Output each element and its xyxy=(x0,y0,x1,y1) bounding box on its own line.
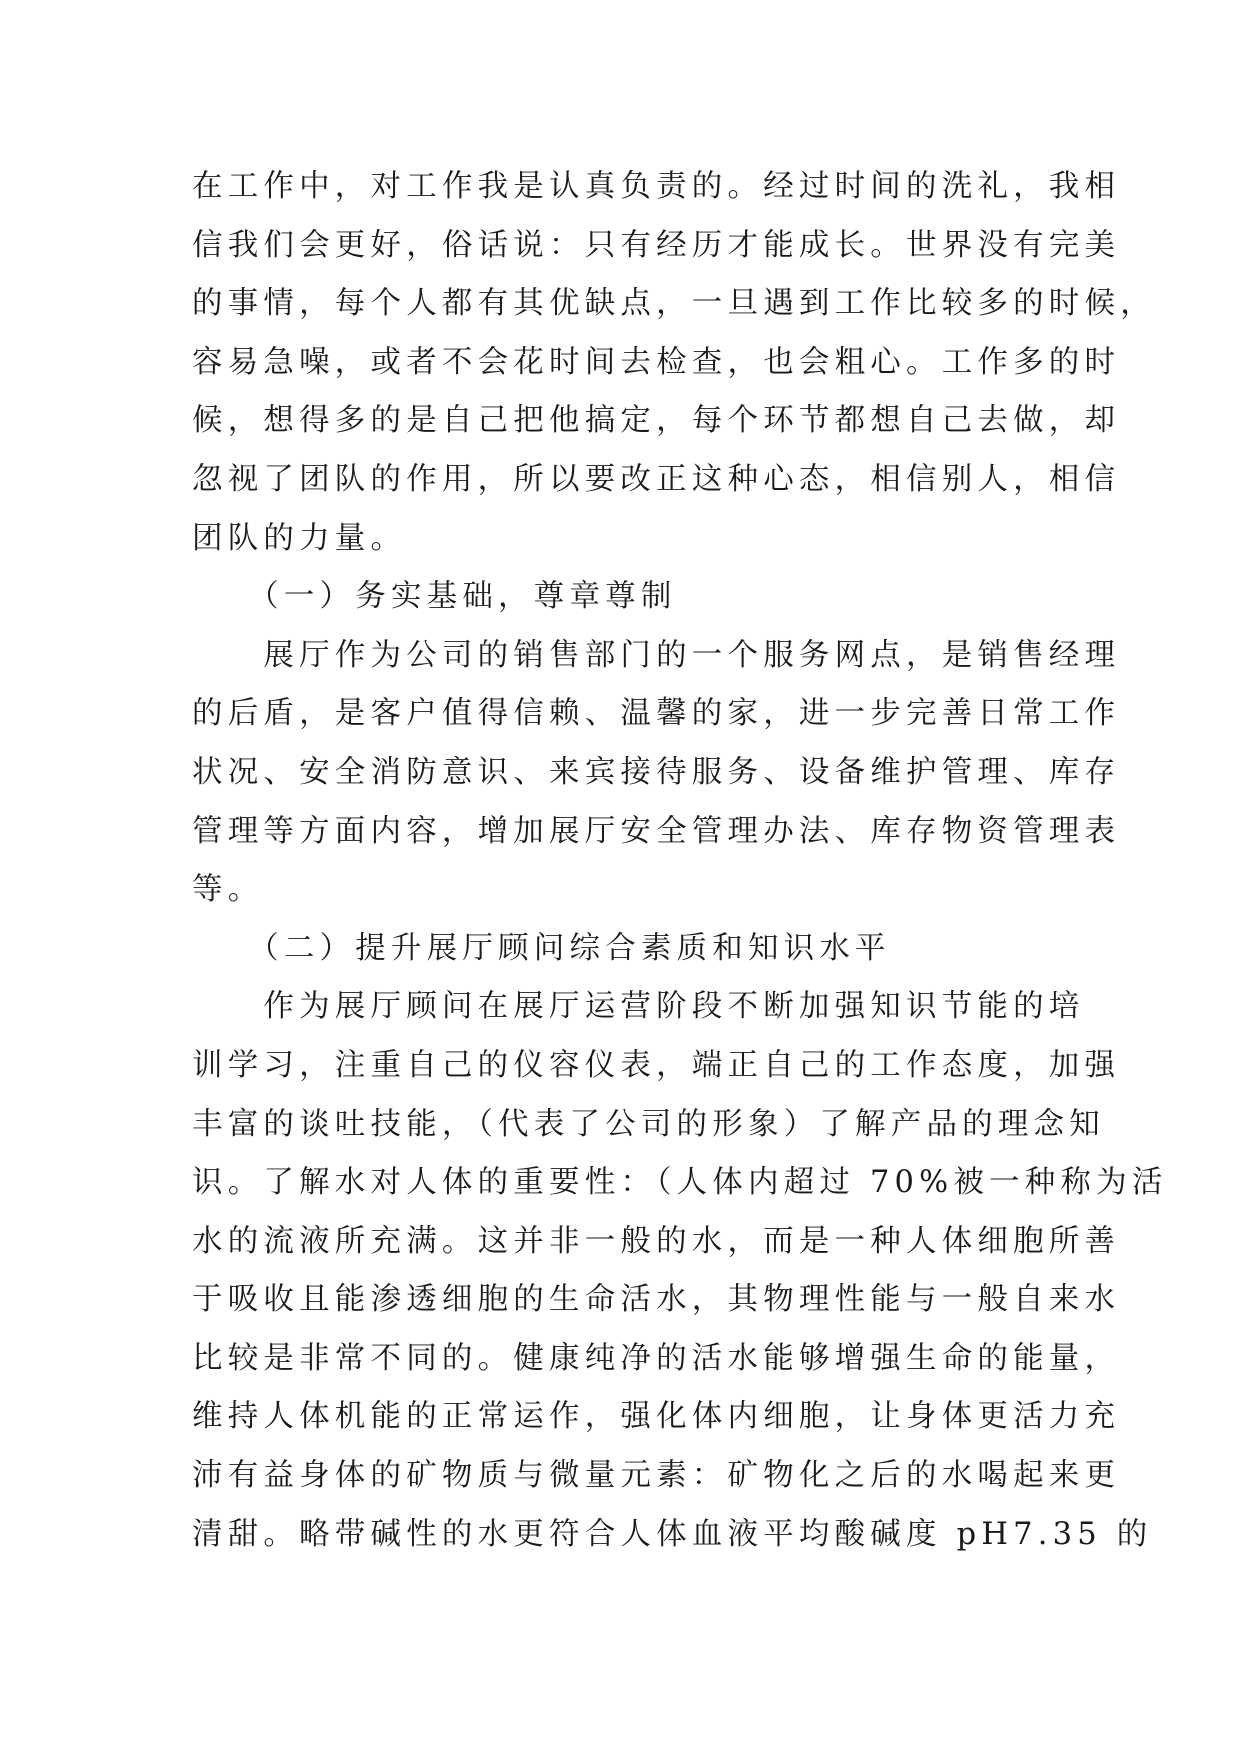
paragraph-line: 识。了解水对人体的重要性：（人体内超过 70%被一种称为活 xyxy=(192,1165,1168,1201)
paragraph-line: 清甜。略带碱性的水更符合人体血液平均酸碱度 pH7.35 的 xyxy=(192,1516,1153,1552)
section-heading: （二）提升展厅顾问综合素质和知识水平 xyxy=(192,930,891,966)
paragraph-line: 忽视了团队的作用，所以要改正这种心态，相信别人，相信 xyxy=(192,461,1121,497)
section-heading: （一）务实基础，尊章尊制 xyxy=(192,579,677,615)
paragraph-line: 水的流液所充满。这并非一般的水，而是一种人体细胞所善 xyxy=(192,1223,1121,1259)
paragraph-line: 训学习，注重自己的仪容仪表，端正自己的工作态度，加强 xyxy=(192,1047,1121,1083)
paragraph-line: 维持人体机能的正常运作，强化体内细胞，让身体更活力充 xyxy=(192,1399,1121,1435)
paragraph-line: 比较是非常不同的。健康纯净的活水能够增强生命的能量， xyxy=(192,1340,1121,1376)
paragraph-line: 信我们会更好，俗话说：只有经历才能成长。世界没有完美 xyxy=(192,227,1121,263)
paragraph-line: 展厅作为公司的销售部门的一个服务网点，是销售经理 xyxy=(192,637,1121,673)
paragraph-line: 的事情，每个人都有其优缺点，一旦遇到工作比较多的时候， xyxy=(192,286,1156,322)
document-body xyxy=(192,158,1168,1564)
paragraph-line: 作为展厅顾问在展厅运营阶段不断加强知识节能的培 xyxy=(192,989,1085,1025)
paragraph-line: 等。 xyxy=(192,872,264,908)
paragraph-line: 状况、安全消防意识、来宾接待服务、设备维护管理、库存 xyxy=(192,754,1121,790)
paragraph-line: 管理等方面内容，增加展厅安全管理办法、库存物资管理表 xyxy=(192,813,1121,849)
paragraph-line: 沛有益身体的矿物质与微量元素：矿物化之后的水喝起来更 xyxy=(192,1458,1121,1494)
paragraph-line: 的后盾，是客户值得信赖、温馨的家，进一步完善日常工作 xyxy=(192,696,1121,732)
paragraph-line: 候，想得多的是自己把他搞定，每个环节都想自己去做，却 xyxy=(192,403,1121,439)
paragraph-line: 在工作中，对工作我是认真负责的。经过时间的洗礼，我相 xyxy=(192,169,1121,204)
paragraph-line: 容易急噪，或者不会花时间去检查，也会粗心。工作多的时 xyxy=(192,344,1121,380)
paragraph-line: 团队的力量。 xyxy=(192,520,407,556)
paragraph-line: 丰富的谈吐技能，（代表了公司的形象）了解产品的理念知 xyxy=(192,1106,1105,1142)
paragraph-line: 于吸收且能渗透细胞的生命活水，其物理性能与一般自来水 xyxy=(192,1282,1121,1318)
